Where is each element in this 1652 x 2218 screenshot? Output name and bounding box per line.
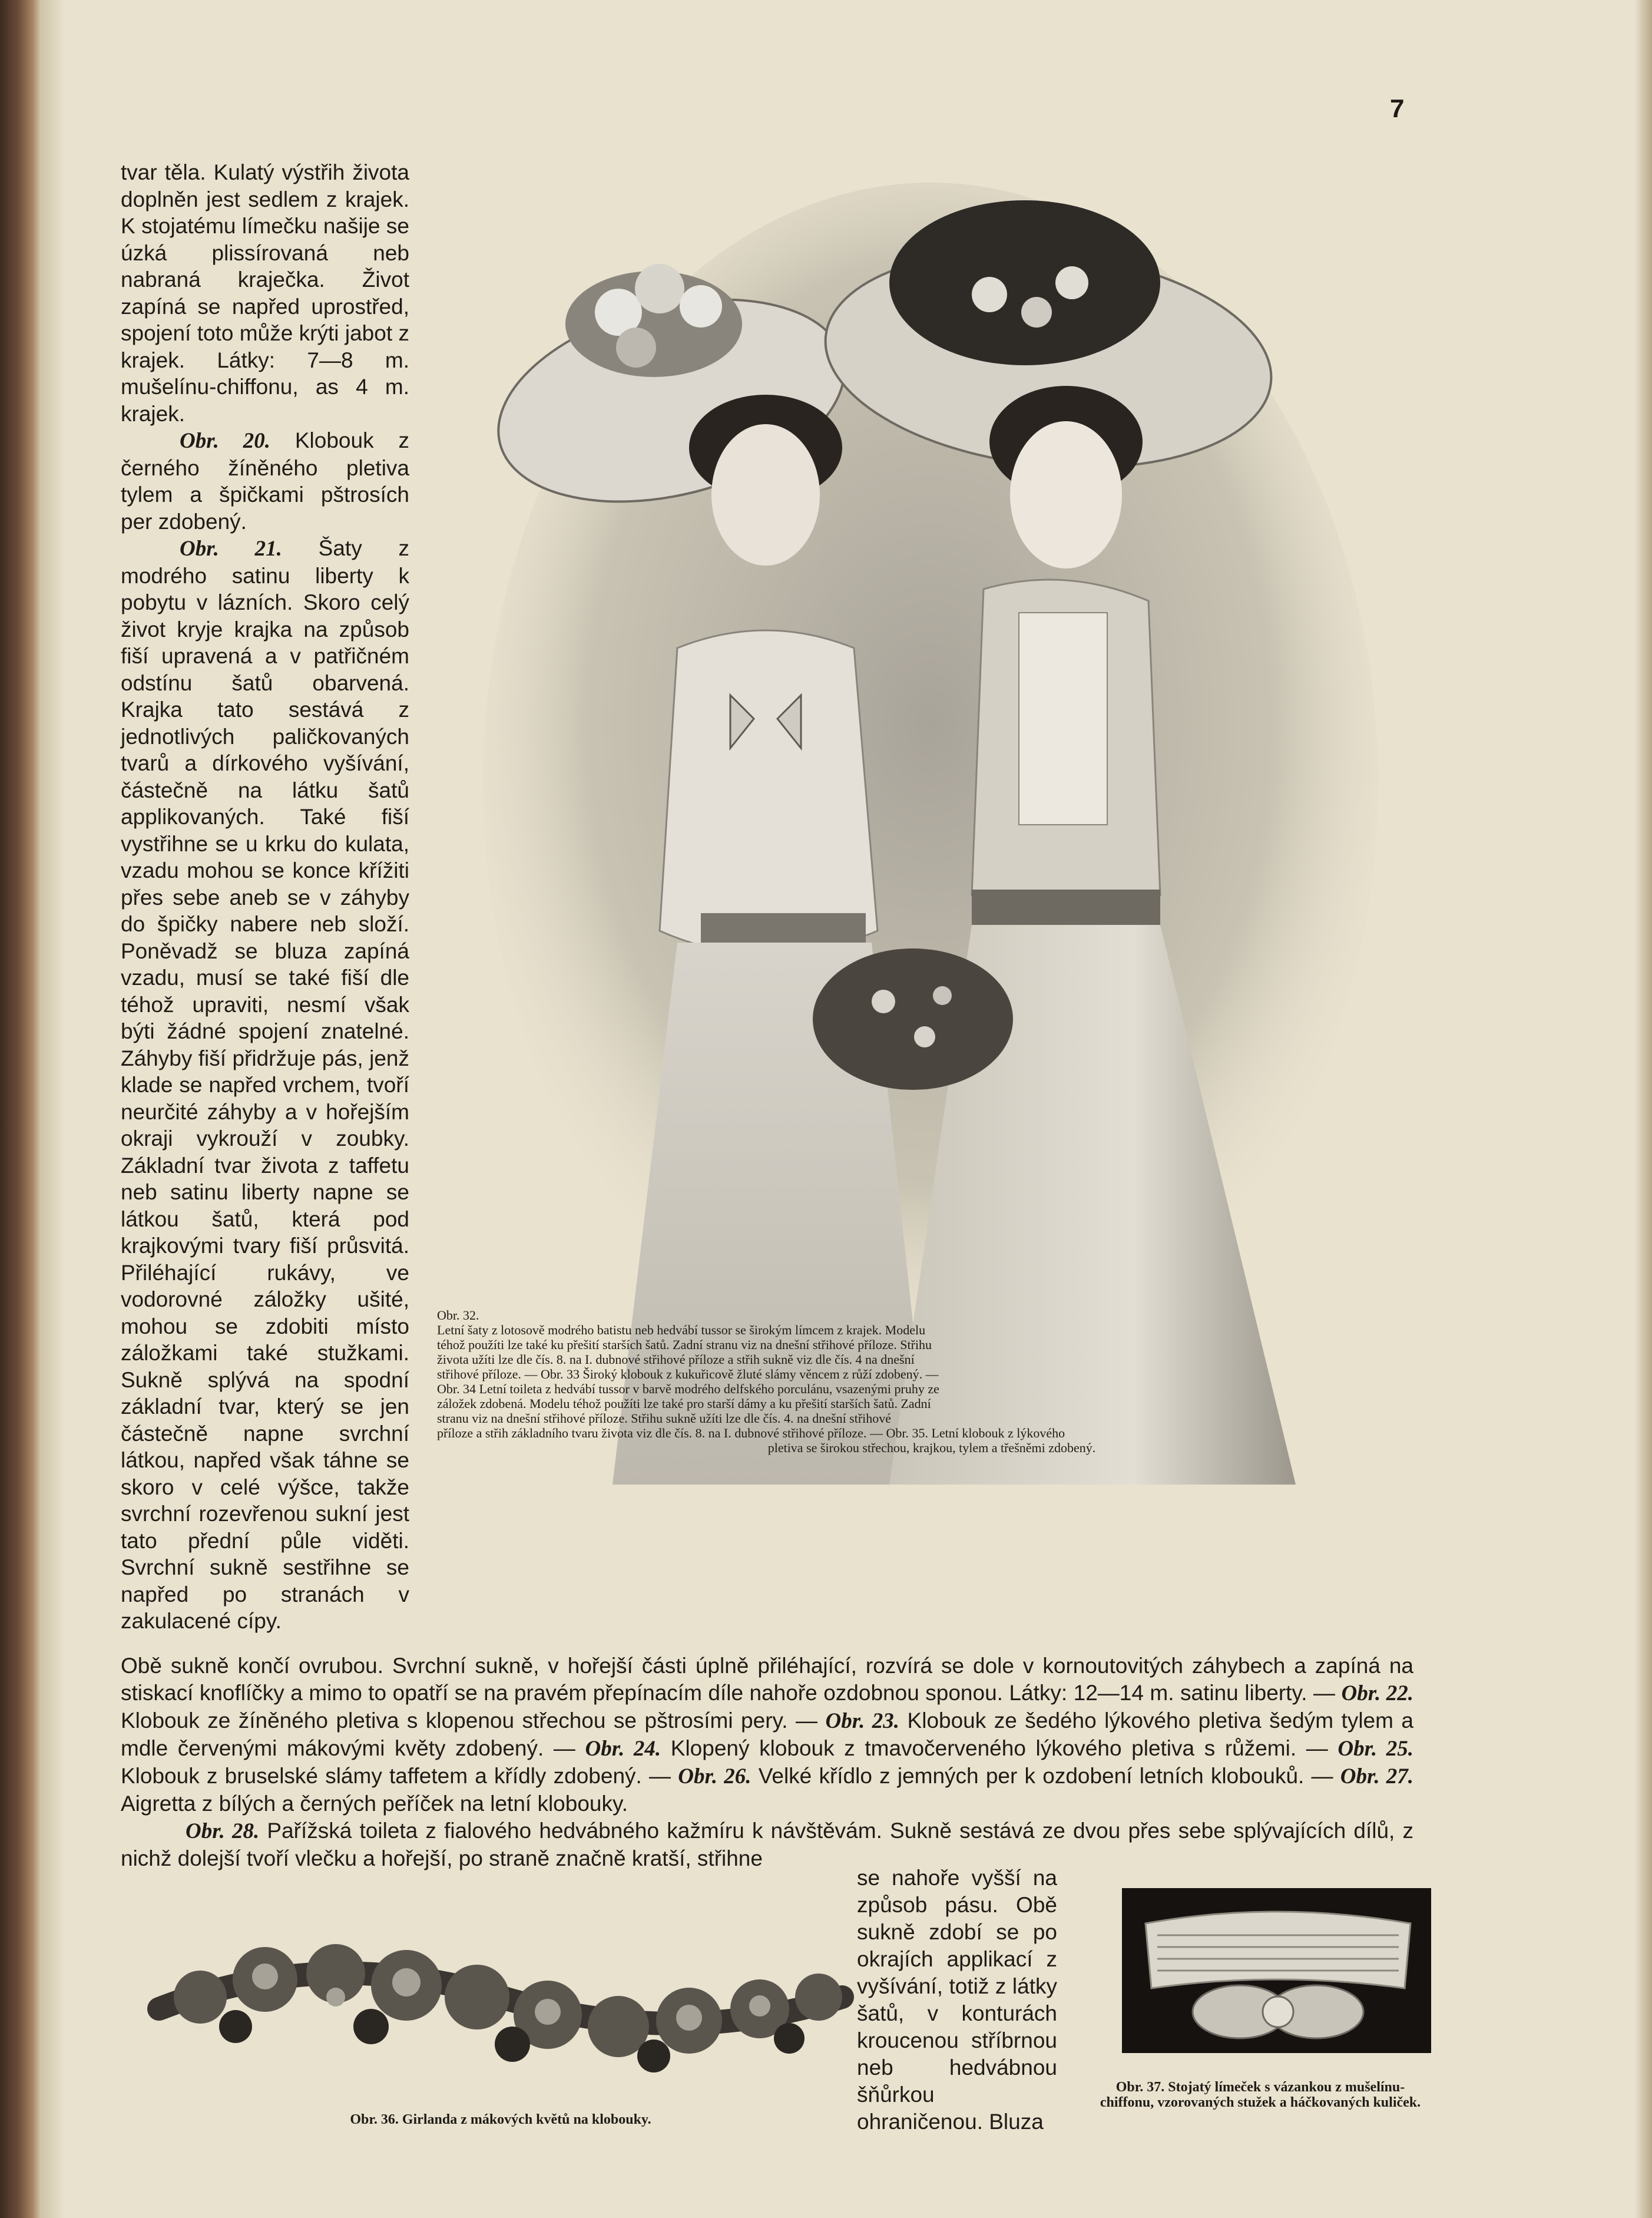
paragraph-obr20 — [121, 427, 409, 535]
figure-ref: Obr. 27. — [1340, 1764, 1414, 1789]
figure-ref: Obr. 21. — [180, 537, 282, 561]
caption-body: Letní šaty z lotosově modrého batistu neb hedvábí tussor se širokým límcem z krajek. Modelu téhož použíti lze také ku přešití starších šatů. Zadní stranu viz na dnešní střihové příloze. Střihu života užíti lze dle čís. 8. na I. dubnové střihové příloze a střih sukně viz dle čís. 4 na dnešní střihové příloze. — Obr. 33 Široký klobouk z kukuřicově žluté slámy věncem z růží zdobený. — Obr. 34 Letní toileta z hedvábí tussor v barvě modrého delfského porculánu, vsazenými pruhy ze záložek zdobená. Modelu téhož použíti lze také pro starší dámy a ku přešití starších šatů. Zadní stranu viz na dnešní střihové příloze. Střihu sukně užíti lze dle čís. 4. na dnešní střihové — [437, 1323, 939, 1426]
caption-wide-line: příloze a střih základního tvaru života viz dle čís. 8. na I. dubnové střihové příloze. — Obr. 35. Letní klobouk z lýkového — [437, 1426, 1065, 1440]
paragraph-text: Klobouk ze žíněného pletiva s klopenou střechou se pštrosími pery. — — [121, 1708, 826, 1733]
paragraph-obr21-end — [121, 1652, 1413, 1817]
paragraph-text: Aigretta z bílých a černých peříček na letní klobouky. — [121, 1791, 628, 1816]
caption-figure-label: Obr. 32. — [437, 1308, 479, 1323]
figure-ref: Obr. 23. — [825, 1709, 900, 1733]
collar-with-bow-illustration — [1122, 1888, 1431, 2053]
paragraph-text: Pařížská toileta z fialového hedvábného kažmíru k návštěvám. Sukně sestává ze dvou přes sebe splývajících dílů, z nichž dolejší tvoří vlečku a hořejší, po straně značně kratší, střihne — [121, 1819, 1414, 1870]
figure-ref: Obr. 20. — [180, 429, 270, 453]
figure-37-caption: Obr. 37. Stojatý límeček s vázankou z mušelínu-chiffonu, vzorovaných stužek a háčkovaných kuliček. — [1100, 2080, 1421, 2110]
paragraph-text: Klopený klobouk z tmavočerveného lýkového pletiva s růžemi. — — [661, 1736, 1338, 1760]
figure-ref: Obr. 28. — [186, 1819, 260, 1843]
poppy-garland-illustration — [147, 1909, 854, 2103]
paragraph-text: Šaty z modrého satinu liberty k pobytu v lázních. Skoro celý život kryje krajka na způsob fiší upravená a v patřičném odstínu šatů obarvená. Krajka tato sestává z jednotlivých paličkovaných tvarů a dírkového vyšívání, částečně na látku šatů applikovaných. Také fiší vystřihne se u krku do kulata, vzadu mohou se konce křížiti přes sebe aneb se v záhyby do špičky nabere neb složí. Poněvadž se bluza zapíná vzadu, musí se také fiší dle téhož upraviti, nesmí však býti žádné spojení znatelné. Záhyby fiší přidržuje pás, jenž klade se napřed vrchem, tvoří neurčité záhyby a v hořejším okraji vykrouží v zoubky. Základní tvar života z taffetu neb satinu liberty napne se látkou šatů, která pod krajkovými tvary fiší průsvitá. Přiléhající rukávy, ve vodorovné záložky ušité, mohou se zdobiti místo záložkami také stužkami. Sukně splývá na spodní základní tvar, který se jen částečně napne svrchní látkou, napřed však táhne se skoro v celé výšce, takže svrchní rozevřenou sukní jest tato přední půle viděti. Svrchní sukně sestřihne se napřed po stranách v zakulacené cípy. — [121, 536, 409, 1633]
left-text-column — [121, 159, 409, 1635]
page-gutter — [41, 0, 65, 2218]
page-edge — [1634, 0, 1652, 2218]
paragraph-text: Klobouk z černého žíněného pletiva tylem a špičkami pštrosích per zdobený. — [121, 428, 409, 534]
figure-ref: Obr. 25. — [1338, 1737, 1414, 1761]
book-binding — [0, 0, 41, 2218]
figure-36-caption: Obr. 36. Girlanda z mákových květů na klobouky. — [350, 2112, 651, 2127]
paragraph-text: Klobouk z bruselské slámy taffetem a křídly zdobený. — — [121, 1764, 678, 1788]
figure-ref: Obr. 22. — [1341, 1681, 1414, 1705]
paragraph-text: Klobouk ze šedého lýkového pletiva šedým tylem a mdle červenými mákovými květy zdobený. — — [121, 1708, 1414, 1760]
paragraph-obr21 — [121, 535, 409, 1635]
page-number: 7 — [1390, 94, 1405, 123]
figure-ref: Obr. 26. — [678, 1764, 751, 1789]
two-women-in-hats-illustration — [424, 165, 1419, 1508]
full-width-text — [121, 1652, 1413, 1872]
paragraph-obr19-end: tvar těla. Kulatý výstřih života doplněn jest sedlem z krajek. K stojatému límečku našije se úzká plissírovaná neb nabraná kraječka. Život zapíná se napřed uprostřed, spojení toto může krýti jabot z krajek. Látky: 7—8 m. mušelínu-chiffonu, as 4 m. krajek. — [121, 160, 409, 426]
figure-ref: Obr. 24. — [585, 1737, 661, 1761]
narrow-text-column: se nahoře vyšší na způsob pásu. Obě sukně zdobí se po okrajích applikací z vyšívání, totiž z látky šatů, v konturách kroucenou stříbrnou neb hedvábnou šňůrkou ohraničenou. Bluza — [857, 1866, 1057, 2134]
paragraph-obr28 — [121, 1817, 1413, 1872]
figure-32-caption — [437, 1308, 1426, 1455]
paragraph-text: Obě sukně končí ovrubou. Svrchní sukně, v hořejší části úplně přiléhající, rozvírá se dole v kornoutovitých záhybech a zapíná na stiskací knoflíčky a mimo to opatří se na pravém přepínacím díle nahoře ozdobnou sponou. Látky: 12—14 m. satinu liberty. — — [121, 1654, 1413, 1705]
paragraph-text: Velké křídlo z jemných per k ozdobení letních klobouků. — — [751, 1764, 1340, 1788]
caption-end-line: pletiva se širokou střechou, krajkou, tylem a třešněmi zdobený. — [767, 1440, 1096, 1455]
caption-text — [437, 1308, 943, 1426]
